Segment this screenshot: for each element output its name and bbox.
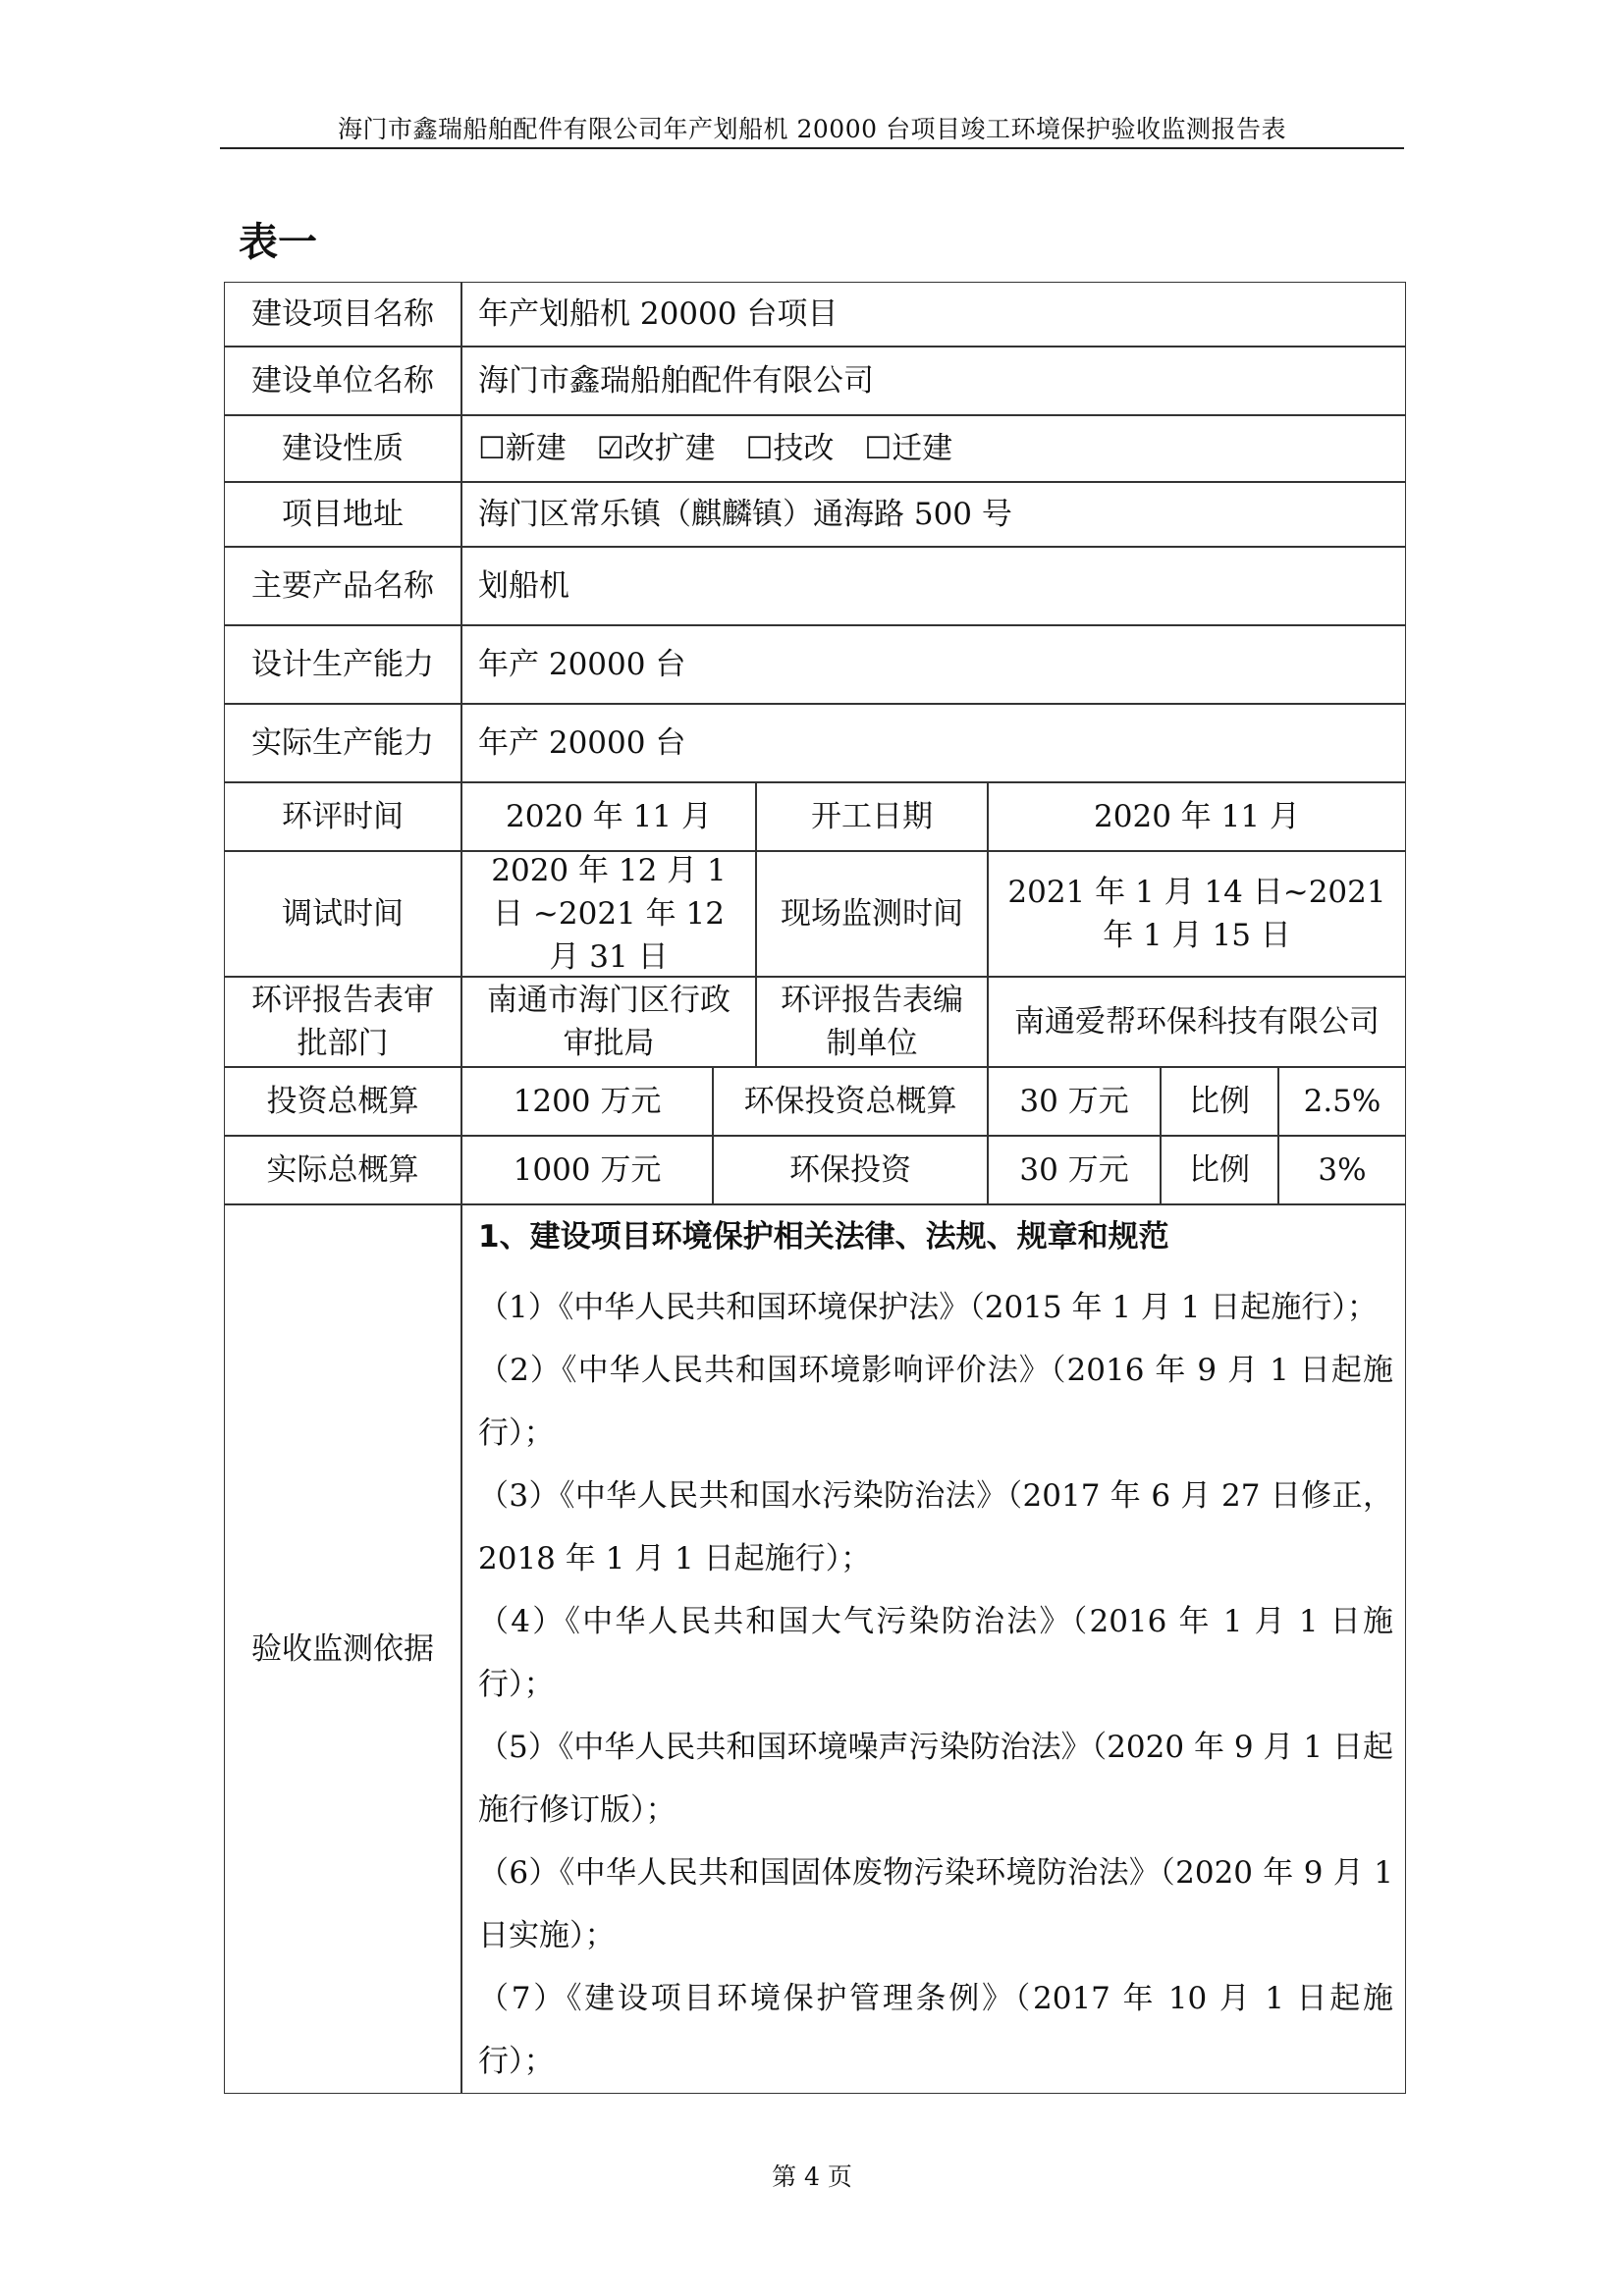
project-name-value: 年产划船机 20000 台项目 — [461, 282, 1406, 347]
project-name-label: 建设项目名称 — [224, 282, 461, 347]
debug-time-value: 2020 年 12 月 1 日 ~2021 年 12 月 31 日 — [461, 851, 756, 977]
monitor-time-value: 2021 年 1 月 14 日~2021 年 1 月 15 日 — [988, 851, 1406, 977]
investment-label: 投资总概算 — [224, 1067, 461, 1136]
page-number: 第 4 页 — [772, 2163, 852, 2191]
monitor-time-label: 现场监测时间 — [756, 851, 988, 977]
law-item: （4）《中华人民共和国大气污染防治法》（2016 年 1 月 1 日施行）； — [478, 1604, 1393, 1702]
actual-capacity-label: 实际生产能力 — [224, 704, 461, 782]
basis-content — [461, 1204, 1406, 2094]
approval-dept-value: 南通市海门区行政审批局 — [461, 977, 756, 1067]
design-capacity-value: 年产 20000 台 — [461, 625, 1406, 704]
actual-ratio-label: 比例 — [1161, 1136, 1278, 1204]
table-row-actual-capacity — [225, 705, 1406, 783]
unit-name-value: 海门市鑫瑞船舶配件有限公司 — [461, 347, 1406, 415]
law-item: （2）《中华人民共和国环境影响评价法》（2016 年 9 月 1 日起施行）； — [478, 1353, 1393, 1451]
law-item: （3）《中华人民共和国水污染防治法》（2017 年 6 月 27 日修正，2018 年 1 月 1 日起施行）； — [478, 1478, 1393, 1576]
table-row-unit-name — [225, 347, 1406, 416]
approval-dept-label: 环评报告表审批部门 — [224, 977, 461, 1067]
actual-capacity-value: 年产 20000 台 — [461, 704, 1406, 782]
table-row-eia-time — [225, 783, 1406, 852]
table-row-nature — [225, 416, 1406, 483]
basis-heading: 1、建设项目环境保护相关法律、法规、规章和规范 — [478, 1219, 1169, 1255]
start-date-value: 2020 年 11 月 — [988, 782, 1406, 851]
compile-unit-value: 南通爱帮环保科技有限公司 — [988, 977, 1406, 1067]
table-row-investment — [225, 1068, 1406, 1137]
basis-label: 验收监测依据 — [224, 1204, 461, 2094]
debug-time-label: 调试时间 — [224, 851, 461, 977]
table-row-approval — [225, 978, 1406, 1068]
nature-checkboxes: ☐新建 ☑改扩建 ☐技改 ☐迁建 — [461, 415, 1406, 482]
env-investment-label: 环保投资总概算 — [713, 1067, 988, 1136]
law-item: （5）《中华人民共和国环境噪声污染防治法》（2020 年 9 月 1 日起施行修订版）； — [478, 1730, 1393, 1828]
section-title: 表一 — [239, 220, 317, 265]
table-row-address — [225, 483, 1406, 548]
actual-ratio-value: 3% — [1278, 1136, 1406, 1204]
actual-env-investment-label: 环保投资 — [713, 1136, 988, 1204]
table-row-project-name — [225, 283, 1406, 347]
law-item: （7）《建设项目环境保护管理条例》（2017 年 10 月 1 日起施行）； — [478, 1981, 1393, 2079]
design-capacity-label: 设计生产能力 — [224, 625, 461, 704]
address-label: 项目地址 — [224, 482, 461, 547]
product-label: 主要产品名称 — [224, 547, 461, 625]
law-item: （6）《中华人民共和国固体废物污染环境防治法》（2020 年 9 月 1 日实施）； — [478, 1855, 1393, 1953]
actual-env-investment-value: 30 万元 — [988, 1136, 1161, 1204]
actual-total-label: 实际总概算 — [224, 1136, 461, 1204]
unit-name-label: 建设单位名称 — [224, 347, 461, 415]
eia-time-value: 2020 年 11 月 — [461, 782, 756, 851]
table-row-product — [225, 548, 1406, 626]
nature-label: 建设性质 — [224, 415, 461, 482]
start-date-label: 开工日期 — [756, 782, 988, 851]
ratio-label: 比例 — [1161, 1067, 1278, 1136]
table-row-design-capacity — [225, 626, 1406, 705]
compile-unit-label: 环评报告表编制单位 — [756, 977, 988, 1067]
header-divider — [220, 147, 1404, 149]
law-item: （1）《中华人民共和国环境保护法》（2015 年 1 月 1 日起施行）； — [478, 1290, 1378, 1325]
env-investment-value: 30 万元 — [988, 1067, 1161, 1136]
address-value: 海门区常乐镇（麒麟镇）通海路 500 号 — [461, 482, 1406, 547]
ratio-value: 2.5% — [1278, 1067, 1406, 1136]
table-row-actual — [225, 1137, 1406, 1205]
table-row-debug-time — [225, 852, 1406, 978]
investment-value: 1200 万元 — [461, 1067, 713, 1136]
eia-time-label: 环评时间 — [224, 782, 461, 851]
table-row-basis — [225, 1205, 1406, 2095]
actual-total-value: 1000 万元 — [461, 1136, 713, 1204]
product-value: 划船机 — [461, 547, 1406, 625]
page-header: 海门市鑫瑞船舶配件有限公司年产划船机 20000 台项目竣工环境保护验收监测报告表 — [338, 115, 1286, 143]
